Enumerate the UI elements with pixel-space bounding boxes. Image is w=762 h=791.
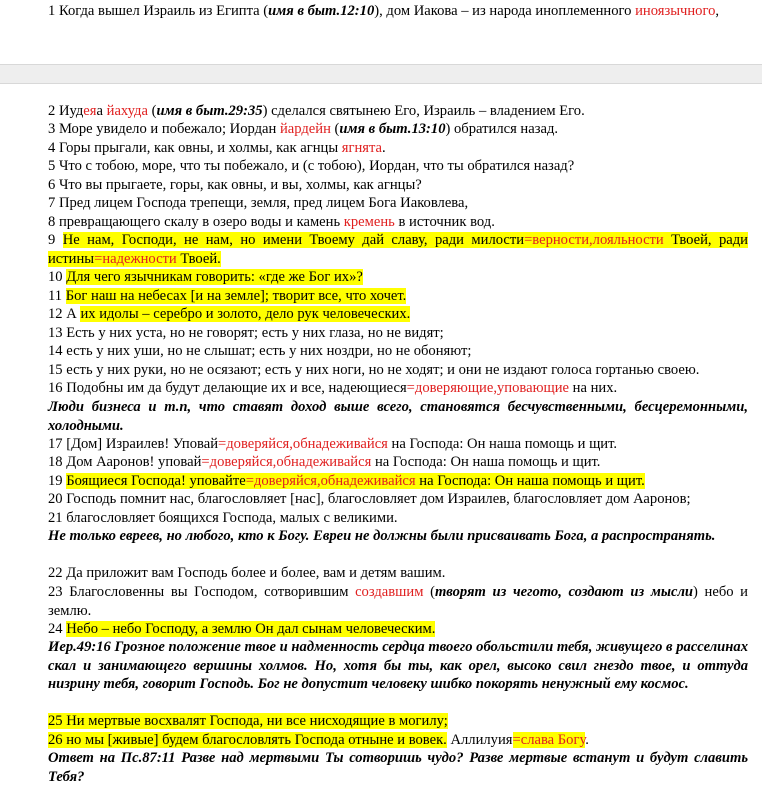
translation-note: йардейн xyxy=(279,121,331,137)
highlighted-text: Твоей, ради истины xyxy=(48,232,748,267)
verse-text: 8 превращающего скалу в озеро воды и камень xyxy=(48,214,344,230)
verse-18 xyxy=(10,453,748,472)
verse-text: 20 Господь помнит нас, благословляет [нас], благословляет дом Израилев, благословляет дом Ааронов; xyxy=(48,491,691,507)
verse-text: 19 xyxy=(48,473,67,489)
commentary-business xyxy=(10,398,748,435)
verse-6 xyxy=(10,176,748,195)
verse-text: 16 Подобны им да будут делающие их и все, надеющиеся xyxy=(48,380,407,396)
verse-15 xyxy=(10,361,748,380)
commentary-not-only-jews xyxy=(10,527,748,546)
commentary-text: имя в быт.29:35 xyxy=(156,103,263,119)
commentary-text: имя в быт.12:10 xyxy=(268,3,375,19)
highlighted-text: их идолы – серебро и золото, дело рук человеческих. xyxy=(80,306,411,322)
verse-1 xyxy=(10,2,748,21)
commentary-psalm-87 xyxy=(10,749,748,786)
verse-14 xyxy=(10,342,748,361)
translation-note: =надежности xyxy=(94,250,177,267)
verse-26 xyxy=(10,731,748,750)
translation-note: =доверяйся,обнадеживайся xyxy=(218,436,388,452)
verse-text: ) сделался святынею Его, Израиль – владением Его. xyxy=(262,103,585,119)
verse-text: Аллилуия xyxy=(446,732,513,748)
verse-22 xyxy=(10,564,748,583)
verse-11 xyxy=(10,287,748,306)
verse-text: 23 Благословенны вы Господом, сотворившим xyxy=(48,584,356,600)
verse-20 xyxy=(10,490,748,509)
verse-17 xyxy=(10,435,748,454)
verse-text: 9 xyxy=(48,232,63,248)
translation-note: йахуда xyxy=(106,103,148,119)
verse-text: в источник вод. xyxy=(394,214,495,230)
verse-text: 15 есть у них руки, но не осязают; есть у них ноги, но не ходят; и они не издают голоса гортанью своею. xyxy=(48,362,700,378)
verse-text: 22 Да приложит вам Господь более и более, вам и детям вашим. xyxy=(48,565,446,581)
highlighted-text: 26 xyxy=(48,732,63,748)
verse-3 xyxy=(10,120,748,139)
verse-13 xyxy=(10,324,748,343)
translation-note: =слава Богу xyxy=(512,732,586,748)
highlighted-text: но мы [живые] будем благословлять Господа отныне и вовек. xyxy=(62,732,447,748)
verse-12 xyxy=(10,305,748,324)
highlighted-text: на Господа: Он наша помощь и щит. xyxy=(415,473,645,489)
verse-text: ( xyxy=(147,103,157,119)
verse-text: 2 Иуд xyxy=(48,103,84,119)
verse-text: 4 Горы прыгали, как овны, и холмы, как агнцы xyxy=(48,140,342,156)
page-break xyxy=(0,64,762,84)
commentary-text: имя в быт.13:10 xyxy=(339,121,446,137)
page-top-fragment xyxy=(0,0,762,64)
verse-10 xyxy=(10,268,748,287)
translation-note: создавшим xyxy=(355,584,424,600)
verse-text: . xyxy=(382,140,386,156)
translation-note: ягнята xyxy=(341,140,383,156)
highlighted-text: 25 Ни мертвые восхвалят Господа, ни все нисходящие в могилу; xyxy=(48,713,448,729)
verse-21 xyxy=(10,509,748,528)
translation-note: иноязычного xyxy=(635,3,716,19)
verse-8 xyxy=(10,213,748,232)
highlighted-text: Небо – небо Господу, а землю Он дал сынам человеческим. xyxy=(66,621,436,637)
verse-text: 24 xyxy=(48,621,67,637)
verse-text: 6 Что вы прыгаете, горы, как овны, и вы, холмы, как агнцы? xyxy=(48,177,422,193)
translation-note: =доверяйся,обнадеживайся xyxy=(245,473,416,489)
verse-text: 7 Пред лицем Господа трепещи, земля, пред лицем Бога Иаковлева, xyxy=(48,195,469,211)
verse-7 xyxy=(10,194,748,213)
verse-text: . xyxy=(585,732,589,748)
commentary-jeremiah xyxy=(10,638,748,694)
verse-text: 1 Когда вышел Израиль из Египта ( xyxy=(48,3,269,19)
verse-text: 5 Что с тобою, море, что ты побежало, и (с тобою), Иордан, что ты обратился назад? xyxy=(48,158,575,174)
commentary-text: Люди бизнеса и т.п, что ставят доход выше всего, становятся бесчувственными, бесцеремонными, холодными. xyxy=(48,399,748,434)
commentary-text: Не только евреев, но любого, кто к Богу. Евреи не должны были присваивать Бога, а распространять. xyxy=(48,528,716,544)
verse-text: ) небо и землю. xyxy=(48,584,748,619)
verse-text: 21 благословляет боящихся Господа, малых с великими. xyxy=(48,510,398,526)
verse-4 xyxy=(10,139,748,158)
translation-note: =доверяющие,уповающие xyxy=(406,380,569,396)
verse-text: на них. xyxy=(569,380,618,396)
verse-text: а xyxy=(96,103,107,119)
verse-text: ( xyxy=(330,121,340,137)
highlighted-text: Твоей. xyxy=(176,250,221,267)
translation-note: ея xyxy=(83,103,97,119)
verse-text: 13 Есть у них уста, но не говорят; есть у них глаза, но не видят; xyxy=(48,325,444,341)
highlighted-text: Не нам, Господи, не нам, но имени Твоему дай славу, ради милости xyxy=(62,232,525,248)
document-page xyxy=(0,84,762,791)
verse-9 xyxy=(10,231,748,268)
verse-text: ), дом Иакова – из народа иноплеменного xyxy=(374,3,636,19)
verse-text: 3 Море увидело и побежало; Иордан xyxy=(48,121,280,137)
highlighted-text: Для чего язычникам говорить: «где же Бог их»? xyxy=(66,269,363,285)
verse-text: 11 xyxy=(48,288,66,304)
highlighted-text: Бог наш на небесах [и на земле]; творит все, что хочет. xyxy=(65,288,407,304)
verse-text: на Господа: Он наша помощь и щит. xyxy=(387,436,618,452)
verse-text: ) обратился назад. xyxy=(445,121,559,137)
commentary-text: Ответ на Пс.87:11 Разве над мертвыми Ты сотворишь чудо? Разве мертвые встанут и будут славить Тебя? xyxy=(48,750,748,785)
verse-25 xyxy=(10,712,748,731)
verse-text: ( xyxy=(423,584,435,600)
verse-text: 14 есть у них уши, но не слышат; есть у них ноздри, но не обоняют; xyxy=(48,343,472,359)
verse-text: на Господа: Он наша помощь и щит. xyxy=(371,454,601,470)
verse-16 xyxy=(10,379,748,398)
verse-23 xyxy=(10,583,748,620)
verse-text: 17 [Дом] Израилев! Уповай xyxy=(48,436,219,452)
commentary-text: Иер.49:16 Грозное положение твое и надменность сердца твоего обольстили тебя, живущего в расселинах скал и занимающего вершины холмов. Но, хотя бы ты, как орел, высоко свил гнездо твое, и оттуда низрину тебя, говорит Господь. Бог не допустит человеку шибко покорять ненужный ему космос. xyxy=(48,639,748,692)
translation-note: =доверяйся,обнадеживайся xyxy=(201,454,372,470)
verse-text: 10 xyxy=(48,269,67,285)
verse-2 xyxy=(10,102,748,121)
verse-text: 12 А xyxy=(48,306,81,322)
verse-text: 18 Дом Ааронов! уповай xyxy=(48,454,202,470)
highlighted-text: Боящиеся Господа! уповайте xyxy=(66,473,246,489)
verse-24 xyxy=(10,620,748,639)
translation-note: кремень xyxy=(343,214,395,230)
verse-5 xyxy=(10,157,748,176)
commentary-text: творят из чегото, создают из мысли xyxy=(434,584,694,600)
translation-note: =верности,лояльности xyxy=(524,232,664,248)
verse-19 xyxy=(10,472,748,491)
verse-text: , xyxy=(715,3,720,19)
